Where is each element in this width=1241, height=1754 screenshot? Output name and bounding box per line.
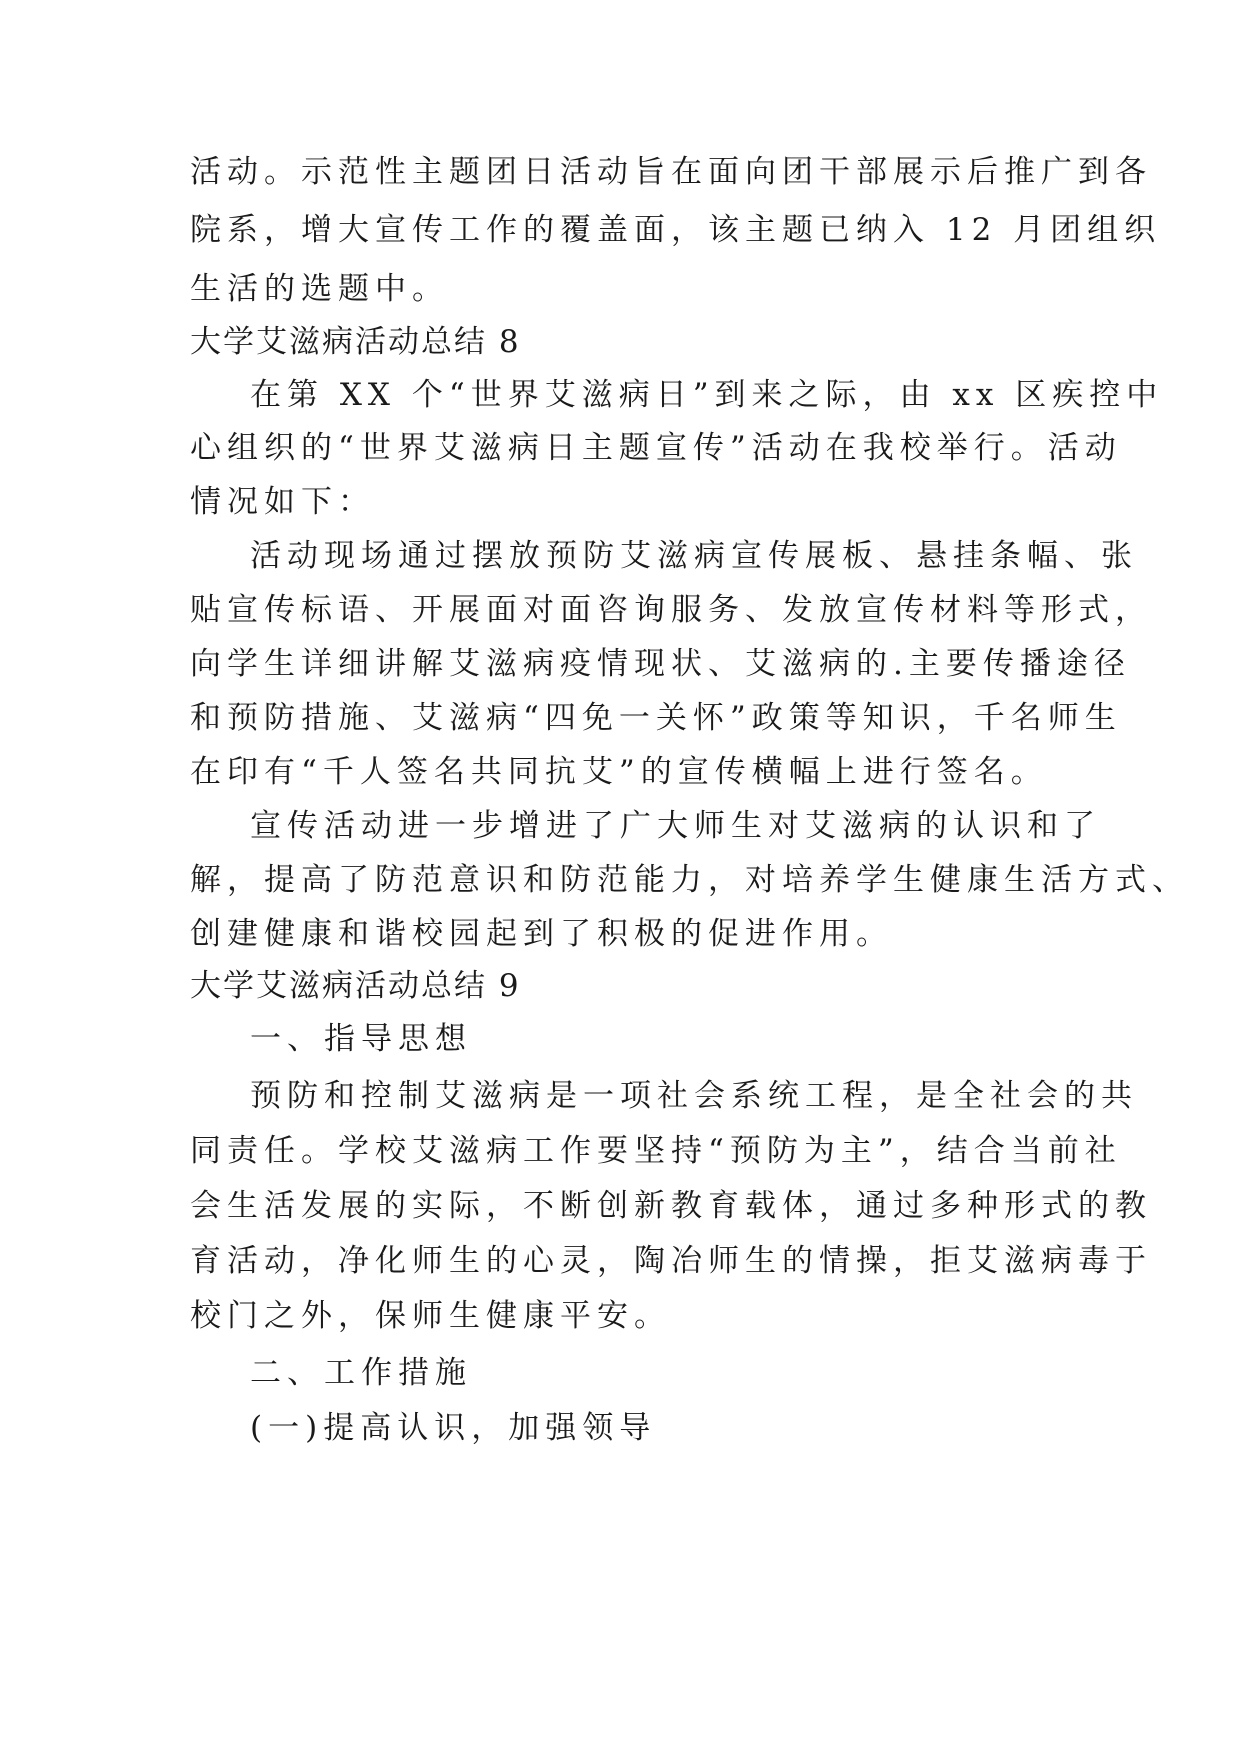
paragraph-line: 会生活发展的实际，不断创新教育载体，通过多种形式的教: [190, 1188, 1152, 1224]
paragraph-line: 向学生详细讲解艾滋病疫情现状、艾滋病的.主要传播途径: [190, 646, 1131, 682]
subsection-heading: 二、工作措施: [250, 1355, 472, 1391]
paragraph-line: 预防和控制艾滋病是一项社会系统工程，是全社会的共: [250, 1078, 1138, 1114]
subsection-heading: 一、指导思想: [250, 1021, 472, 1057]
paragraph-line: 宣传活动进一步增进了广大师生对艾滋病的认识和了: [250, 808, 1101, 844]
paragraph-line: 活动。示范性主题团日活动旨在面向团干部展示后推广到各: [190, 154, 1152, 190]
section-heading: 大学艾滋病活动总结 9: [190, 968, 521, 1004]
paragraph-line: 活动现场通过摆放预防艾滋病宣传展板、悬挂条幅、张: [250, 538, 1138, 574]
paragraph-line: 情况如下：: [190, 484, 375, 520]
paragraph-line: 校门之外，保师生健康平安。: [190, 1298, 671, 1334]
paragraph-line: 解，提高了防范意识和防范能力，对培养学生健康生活方式、: [190, 862, 1189, 898]
paragraph-line: 在印有“千人签名共同抗艾”的宣传横幅上进行签名。: [190, 754, 1048, 790]
paragraph-line: 育活动，净化师生的心灵，陶冶师生的情操，拒艾滋病毒于: [190, 1243, 1152, 1279]
paragraph-line: 创建健康和谐校园起到了积极的促进作用。: [190, 916, 893, 952]
paragraph-line: 院系，增大宣传工作的覆盖面，该主题已纳入 12 月团组织: [190, 212, 1162, 248]
subsection-heading: (一)提高认识，加强领导: [250, 1410, 657, 1446]
paragraph-line: 和预防措施、艾滋病“四免一关怀”政策等知识，千名师生: [190, 700, 1122, 736]
paragraph-line: 心组织的“世界艾滋病日主题宣传”活动在我校举行。活动: [190, 430, 1122, 466]
paragraph-line: 生活的选题中。: [190, 271, 449, 307]
paragraph-line: 贴宣传标语、开展面对面咨询服务、发放宣传材料等形式，: [190, 592, 1152, 628]
section-heading: 大学艾滋病活动总结 8: [190, 324, 521, 360]
paragraph-line: 同责任。学校艾滋病工作要坚持“预防为主”，结合当前社: [190, 1133, 1122, 1169]
paragraph-line: 在第 XX 个“世界艾滋病日”到来之际，由 xx 区疾控中: [250, 377, 1164, 413]
